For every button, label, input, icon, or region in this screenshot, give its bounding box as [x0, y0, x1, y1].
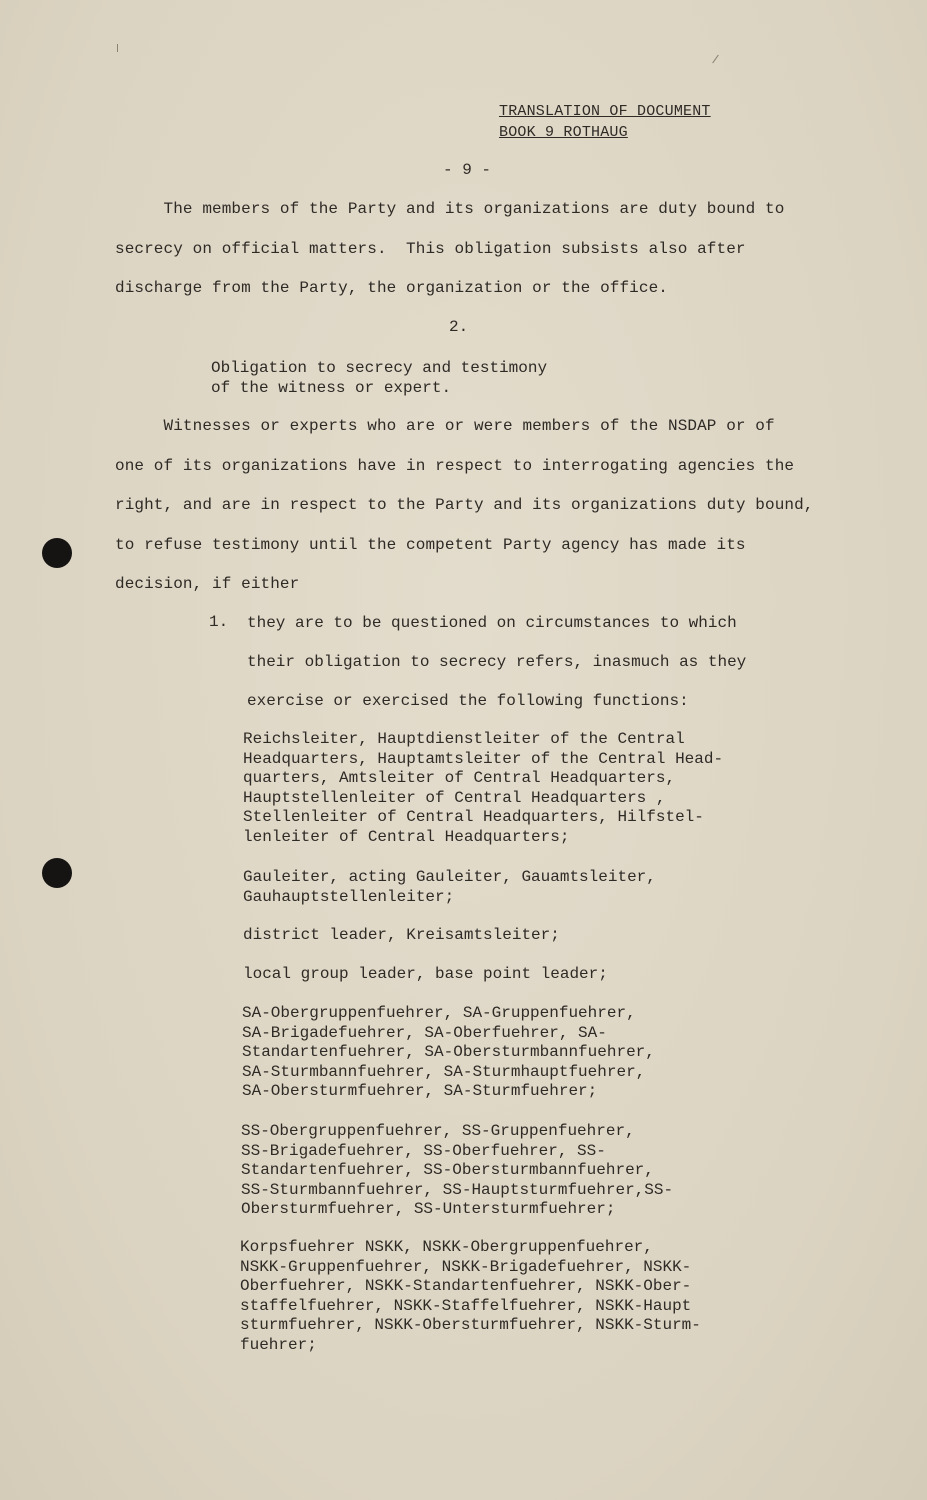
paragraph-testimony	[115, 416, 815, 614]
function-line: sturmfuehrer, NSKK-Obersturmfuehrer, NSKK-Sturm-	[240, 1316, 701, 1335]
functions-central-headquarters	[243, 730, 723, 848]
paragraph-line: one of its organizations have in respect to interrogating agencies the	[115, 456, 795, 475]
item-text-line: they are to be questioned on circumstances to which	[247, 614, 737, 632]
header-title: TRANSLATION OF DOCUMENT	[499, 103, 711, 120]
punch-hole-lower	[42, 858, 72, 888]
paragraph-line: secrecy on official matters. This obligation subsists also after	[115, 239, 746, 258]
function-line: SS-Brigadefuehrer, SS-Oberfuehrer, SS-	[241, 1141, 606, 1160]
paper-mark	[117, 44, 118, 52]
function-line: SA-Brigadefuehrer, SA-Oberfuehrer, SA-	[242, 1023, 607, 1042]
function-line: Stellenleiter of Central Headquarters, Hilfstel-	[243, 808, 704, 827]
section-title-line: Obligation to secrecy and testimony	[211, 359, 548, 377]
functions-district	[243, 926, 560, 946]
paragraph-line: Witnesses or experts who are or were members of the NSDAP or of	[115, 417, 775, 435]
header-book: BOOK 9 ROTHAUG	[499, 124, 628, 141]
item-text-line: their obligation to secrecy refers, inasmuch as they	[247, 653, 747, 671]
item-text	[247, 613, 746, 730]
paragraph-line: The members of the Party and its organizations are duty bound to	[115, 200, 785, 218]
paragraph-line: to refuse testimony until the competent Party agency has made its	[115, 535, 746, 554]
paragraph-secrecy-duty	[115, 199, 815, 318]
function-line: Gauleiter, acting Gauleiter, Gauamtsleiter,	[243, 868, 656, 886]
section-title-line: of the witness or expert.	[211, 379, 452, 397]
function-line: Oberfuehrer, NSKK-Standartenfuehrer, NSKK-Ober-	[240, 1277, 692, 1296]
function-line: SA-Sturmbannfuehrer, SA-Sturmhauptfuehrer,	[242, 1062, 646, 1081]
function-line: lenleiter of Central Headquarters;	[243, 827, 570, 846]
functions-nskk	[240, 1238, 701, 1356]
item-number: 1.	[209, 613, 229, 631]
function-line: Korpsfuehrer NSKK, NSKK-Obergruppenfuehrer,	[240, 1238, 653, 1256]
function-line: Hauptstellenleiter of Central Headquarters ,	[243, 788, 666, 807]
section-title	[211, 358, 547, 398]
item-text-line: exercise or exercised the following functions:	[247, 692, 689, 710]
paragraph-line: right, and are in respect to the Party and its organizations duty bound,	[115, 496, 814, 514]
function-line: Standartenfuehrer, SS-Obersturmbannfuehrer,	[241, 1161, 654, 1180]
page-number: - 9 -	[443, 161, 492, 179]
function-line: SS-Sturmbannfuehrer, SS-Hauptsturmfuehrer,SS-	[241, 1180, 674, 1199]
function-line: staffelfuehrer, NSKK-Staffelfuehrer, NSKK-Haupt	[240, 1296, 692, 1315]
function-line: Gauhauptstellenleiter;	[243, 887, 455, 906]
paper-mark	[712, 55, 719, 64]
functions-sa	[242, 1004, 655, 1102]
paragraph-line: discharge from the Party, the organization or the office.	[115, 279, 668, 297]
function-line: Obersturmfuehrer, SS-Untersturmfuehrer;	[241, 1200, 616, 1219]
functions-local-group	[243, 965, 608, 985]
function-line: Reichsleiter, Hauptdienstleiter of the Central	[243, 730, 685, 748]
function-line: quarters, Amtsleiter of Central Headquarters,	[243, 769, 676, 788]
document-header	[499, 101, 711, 143]
function-line: SS-Obergruppenfuehrer, SS-Gruppenfuehrer,	[241, 1122, 635, 1140]
function-line: NSKK-Gruppenfuehrer, NSKK-Brigadefuehrer, NSKK-	[240, 1257, 692, 1276]
function-line: fuehrer;	[240, 1335, 317, 1354]
function-line: Standartenfuehrer, SA-Obersturmbannfuehrer,	[242, 1043, 655, 1062]
function-line: Headquarters, Hauptamtsleiter of the Central Head-	[243, 749, 724, 768]
function-line: local group leader, base point leader;	[243, 965, 608, 983]
punch-hole-upper	[42, 538, 72, 568]
paragraph-line: decision, if either	[115, 575, 300, 593]
functions-ss	[241, 1122, 673, 1220]
function-line: district leader, Kreisamtsleiter;	[243, 926, 560, 944]
functions-gau	[243, 868, 656, 907]
function-line: SA-Obersturmfuehrer, SA-Sturmfuehrer;	[242, 1082, 598, 1101]
function-line: SA-Obergruppenfuehrer, SA-Gruppenfuehrer,	[242, 1004, 636, 1022]
section-number: 2.	[449, 318, 469, 336]
